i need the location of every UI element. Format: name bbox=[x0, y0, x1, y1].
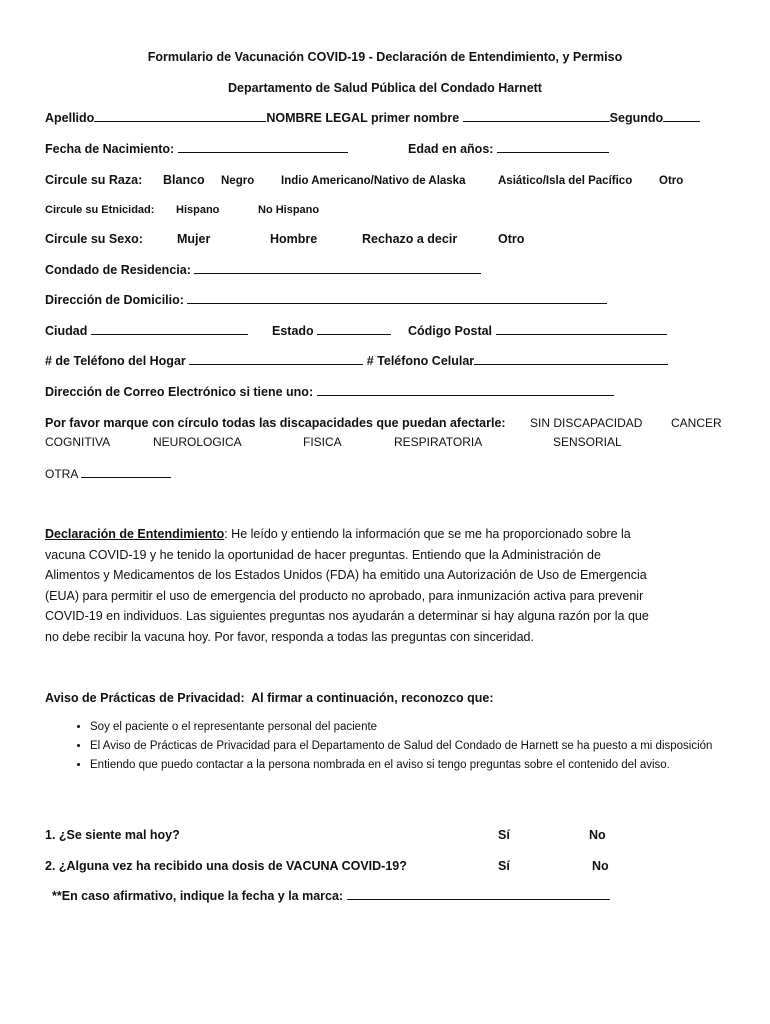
declaracion-paragraph bbox=[45, 524, 725, 647]
discapacidad-option[interactable]: COGNITIVA bbox=[45, 435, 111, 449]
condado-row bbox=[45, 262, 481, 278]
otra-label: OTRA bbox=[45, 467, 78, 481]
declaracion-line: COVID-19 en individuos. Las siguientes preguntas nos ayudarán a determinar si hay alguna razón por la que bbox=[45, 609, 649, 623]
estado-label: Estado bbox=[272, 324, 314, 338]
privacidad-list bbox=[45, 718, 770, 775]
discapacidad-option[interactable]: NEUROLOGICA bbox=[153, 435, 242, 449]
edad-row bbox=[408, 141, 609, 157]
estado-field[interactable] bbox=[317, 323, 391, 335]
raza-option[interactable]: Negro bbox=[221, 175, 255, 187]
correo-row bbox=[45, 384, 614, 400]
estado-row bbox=[272, 323, 391, 339]
discapacidad-option[interactable]: RESPIRATORIA bbox=[394, 435, 483, 449]
ciudad-row bbox=[45, 323, 248, 339]
privacidad-bullet: • El Aviso de Prácticas de Privacidad para el Departamento de Salud del Condado de Harnett se ha puesto a mi disposición bbox=[90, 737, 770, 756]
codigo-field[interactable] bbox=[496, 323, 667, 335]
declaracion-heading: Declaración de Entendimiento bbox=[45, 527, 225, 541]
declaracion-line: Alimentos y Medicamentos de los Estados Unidos (FDA) ha emitido una Autorización de Uso de Emergencia bbox=[45, 568, 647, 582]
apellido-field[interactable] bbox=[94, 110, 266, 122]
codigo-label: Código Postal bbox=[408, 324, 493, 338]
raza-option[interactable]: Blanco bbox=[163, 173, 205, 187]
pregunta-2-no[interactable]: No bbox=[592, 859, 609, 873]
edad-label: Edad en años: bbox=[408, 142, 494, 156]
pregunta-1-si[interactable]: Sí bbox=[498, 828, 510, 842]
discapacidad-option[interactable]: SENSORIAL bbox=[553, 435, 622, 449]
nombre-label: NOMBRE LEGAL primer nombre bbox=[266, 111, 460, 125]
correo-field[interactable] bbox=[317, 384, 614, 396]
ciudad-label: Ciudad bbox=[45, 324, 88, 338]
hogar-label: # de Teléfono del Hogar bbox=[45, 354, 186, 368]
privacidad-bullet: • Entiendo que puedo contactar a la persona nombrada en el aviso si tengo preguntas sobre el contenido del aviso. bbox=[90, 756, 770, 775]
sexo-option[interactable]: Hombre bbox=[270, 232, 318, 246]
discapacidad-option[interactable]: FISICA bbox=[303, 435, 342, 449]
dob-row bbox=[45, 141, 348, 157]
segundo-field[interactable] bbox=[663, 110, 700, 122]
etnicidad-option[interactable]: Hispano bbox=[176, 204, 220, 216]
declaracion-line: (EUA) para permitir el uso de emergencia del producto no aprobado, para inmunización activa para prevenir bbox=[45, 588, 644, 603]
declaracion-line: : He leído y entiendo la información que se me ha proporcionado sobre la bbox=[224, 527, 631, 541]
pregunta-2: 2. ¿Alguna vez ha recibido una dosis de VACUNA COVID-19? bbox=[45, 859, 407, 873]
otra-row bbox=[45, 466, 171, 482]
department-name: Departamento de Salud Pública del Condado Harnett bbox=[228, 81, 542, 95]
otra-field[interactable] bbox=[81, 466, 171, 478]
pregunta-1: 1. ¿Se siente mal hoy? bbox=[45, 828, 180, 842]
name-row bbox=[45, 110, 700, 126]
form-title: Formulario de Vacunación COVID-19 - Declaración de Entendimiento, y Permiso bbox=[147, 50, 623, 64]
discapacidad-option[interactable]: SIN DISCAPACIDAD bbox=[530, 416, 643, 430]
celular-field[interactable] bbox=[474, 353, 668, 365]
discapacidades-label: Por favor marque con círculo todas las discapacidades que puedan afectarle: bbox=[45, 416, 506, 430]
codigo-row bbox=[408, 323, 667, 339]
celular-label: # Teléfono Celular bbox=[366, 354, 475, 368]
declaracion-line: vacuna COVID-19 y he tenido la oportunidad de hacer preguntas. Entiendo que la Administración de bbox=[45, 547, 601, 562]
ciudad-field[interactable] bbox=[91, 323, 248, 335]
fecha-label: Fecha de Nacimiento: bbox=[45, 142, 175, 156]
edad-field[interactable] bbox=[497, 141, 609, 153]
afirmativo-field[interactable] bbox=[347, 888, 610, 900]
hogar-field[interactable] bbox=[189, 353, 363, 365]
etnicidad-label: Circule su Etnicidad: bbox=[45, 204, 155, 216]
apellido-label: Apellido bbox=[45, 111, 95, 125]
direccion-field[interactable] bbox=[187, 292, 607, 304]
direccion-row bbox=[45, 292, 607, 308]
sexo-option[interactable]: Rechazo a decir bbox=[362, 232, 458, 246]
pregunta-1-no[interactable]: No bbox=[589, 828, 606, 842]
afirmativo-label: **En caso afirmativo, indique la fecha y la marca: bbox=[52, 889, 344, 903]
privacidad-heading: Aviso de Prácticas de Privacidad: Al firmar a continuación, reconozco que: bbox=[45, 691, 494, 705]
condado-label: Condado de Residencia: bbox=[45, 263, 191, 277]
fecha-field[interactable] bbox=[178, 141, 348, 153]
discapacidad-option[interactable]: CANCER bbox=[671, 416, 722, 430]
sexo-option[interactable]: Otro bbox=[498, 232, 525, 246]
sexo-option[interactable]: Mujer bbox=[177, 232, 211, 246]
nombre-field[interactable] bbox=[463, 110, 610, 122]
privacidad-bullet: • Soy el paciente o el representante personal del paciente bbox=[90, 718, 770, 737]
correo-label: Dirección de Correo Electrónico si tiene uno: bbox=[45, 385, 314, 399]
raza-label: Circule su Raza: bbox=[45, 173, 143, 187]
etnicidad-option[interactable]: No Hispano bbox=[258, 204, 320, 216]
telefono-row bbox=[45, 353, 668, 369]
direccion-label: Dirección de Domicilio: bbox=[45, 293, 184, 307]
condado-field[interactable] bbox=[194, 262, 481, 274]
raza-option[interactable]: Indio Americano/Nativo de Alaska bbox=[281, 175, 466, 187]
declaracion-line: no debe recibir la vacuna hoy. Por favor, responda a todas las preguntas con sinceridad. bbox=[45, 629, 534, 644]
segundo-label: Segundo bbox=[609, 111, 664, 125]
raza-option[interactable]: Asiático/Isla del Pacífico bbox=[498, 175, 633, 187]
afirmativo-row bbox=[52, 888, 610, 904]
pregunta-2-si[interactable]: Sí bbox=[498, 859, 510, 873]
raza-option[interactable]: Otro bbox=[659, 175, 684, 187]
sexo-label: Circule su Sexo: bbox=[45, 232, 143, 246]
